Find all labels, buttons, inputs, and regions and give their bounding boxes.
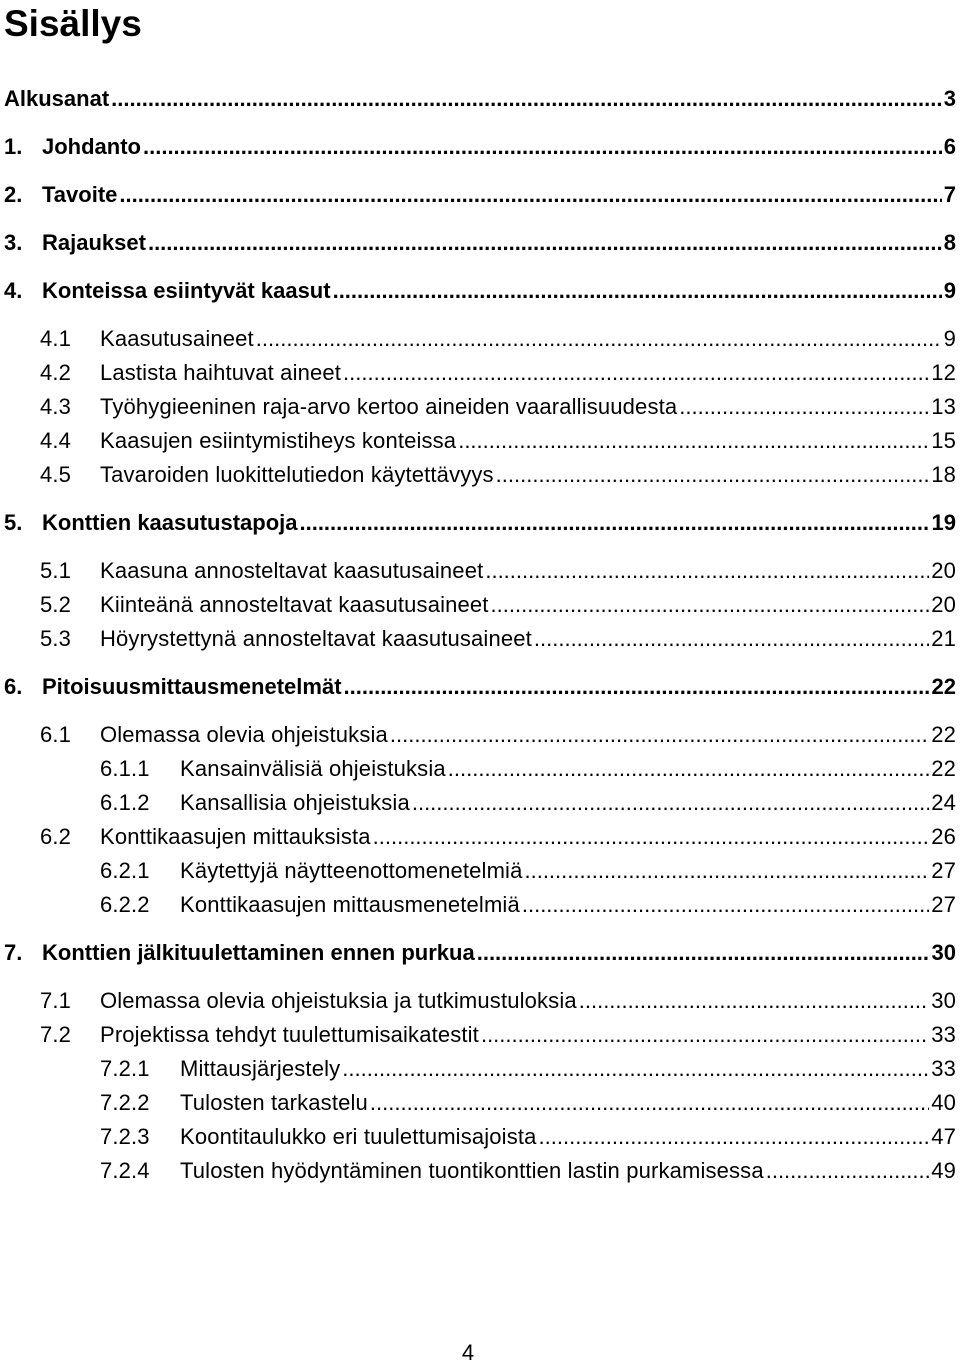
toc-dot-leader [481, 1022, 929, 1048]
toc-dot-leader [299, 510, 929, 536]
toc-entry[interactable] [100, 1090, 956, 1116]
toc-entry[interactable] [40, 326, 956, 352]
toc-dot-leader [342, 1056, 929, 1082]
toc-entry-page: 30 [931, 940, 956, 965]
toc-entry-number: 4.1 [40, 326, 72, 351]
toc-entry-title: Mittausjärjestely [180, 1056, 341, 1081]
toc-entry-title: Lastista haihtuvat aineet [100, 360, 342, 385]
toc-entry-page: 40 [931, 1090, 956, 1115]
toc-entry-number: 4. [4, 278, 23, 303]
toc-entry-number: 6. [4, 674, 23, 699]
toc-entry-title: Tavoite [42, 182, 118, 207]
toc-dot-leader [148, 230, 942, 256]
toc-entry-number: 6.1.2 [100, 790, 150, 815]
page-number: 4 [461, 1340, 475, 1365]
toc-entry[interactable] [40, 360, 956, 386]
toc-entry-page: 26 [931, 824, 956, 849]
toc-entry-number: 5.1 [40, 558, 72, 583]
toc-dot-leader [477, 940, 930, 966]
toc-entry-page: 19 [931, 510, 956, 535]
toc-entry-number: 7.2 [40, 1022, 72, 1047]
toc-dot-leader [539, 1124, 930, 1150]
toc-entry-page: 6 [943, 134, 956, 159]
toc-entry-number: 4.5 [40, 462, 72, 487]
toc-dot-leader [373, 824, 930, 850]
toc-entry-title: Kansainvälisiä ohjeistuksia [180, 756, 446, 781]
toc-entry-page: 22 [931, 722, 956, 747]
toc-dot-leader [579, 988, 929, 1014]
toc-entry-page: 7 [943, 182, 956, 207]
toc-entry[interactable] [40, 394, 956, 420]
toc-entry-title: Koontitaulukko eri tuulettumisajoista [180, 1124, 537, 1149]
toc-entry-page: 47 [931, 1124, 956, 1149]
toc-dot-leader [344, 674, 930, 700]
toc-entry-title: Tulosten tarkastelu [180, 1090, 368, 1115]
toc-entry-page: 22 [931, 756, 956, 781]
toc-entry-number: 7.2.1 [100, 1056, 150, 1081]
toc-dot-leader [534, 626, 929, 652]
toc-dot-leader [343, 360, 929, 386]
toc-entry-number: 7.2.3 [100, 1124, 150, 1149]
toc-entry-title: Pitoisuusmittausmenetelmät [42, 674, 342, 699]
toc-entry-title: Olemassa olevia ohjeistuksia [100, 722, 388, 747]
toc-entry-title: Olemassa olevia ohjeistuksia ja tutkimustuloksia [100, 988, 577, 1013]
toc-entry-page: 13 [931, 394, 956, 419]
toc-entry[interactable] [100, 756, 956, 782]
toc-entry[interactable] [4, 182, 956, 208]
toc-entry[interactable] [40, 558, 956, 584]
toc-entry-number: 6.2 [40, 824, 72, 849]
toc-entry[interactable] [100, 892, 956, 918]
toc-entry-number: 6.2.2 [100, 892, 150, 917]
toc-entry-title: Rajaukset [42, 230, 146, 255]
toc-entry-number: 5.2 [40, 592, 72, 617]
toc-entry-title: Alkusanat [4, 86, 110, 111]
toc-dot-leader [766, 1158, 930, 1184]
toc-entry-title: Tulosten hyödyntäminen tuontikonttien lastin purkamisessa [180, 1158, 764, 1183]
toc-entry-title: Konttikaasujen mittausmenetelmiä [180, 892, 520, 917]
toc-entry[interactable] [40, 626, 956, 652]
toc-entry-page: 8 [943, 230, 956, 255]
toc-entry[interactable] [4, 134, 956, 160]
toc-dot-leader [679, 394, 929, 420]
toc-entry-title: Kaasuna annosteltavat kaasutusaineet [100, 558, 484, 583]
toc-entry[interactable] [4, 940, 956, 966]
toc-entry[interactable] [40, 462, 956, 488]
toc-entry[interactable] [4, 674, 956, 700]
toc-entry-title: Johdanto [42, 134, 141, 159]
toc-entry[interactable] [40, 824, 956, 850]
toc-entry-number: 3. [4, 230, 23, 255]
toc-dot-leader [333, 278, 942, 304]
toc-dot-leader [256, 326, 942, 352]
toc-entry[interactable] [100, 1056, 956, 1082]
toc-entry-page: 27 [931, 858, 956, 883]
toc-entry-page: 27 [931, 892, 956, 917]
toc-entry-title: Kaasutusaineet [100, 326, 254, 351]
toc-dot-leader [119, 182, 941, 208]
toc-dot-leader [370, 1090, 929, 1116]
toc-entry-page: 20 [931, 592, 956, 617]
toc-entry-title: Kansallisia ohjeistuksia [180, 790, 410, 815]
toc-dot-leader [485, 558, 929, 584]
toc-entry-number: 4.2 [40, 360, 72, 385]
toc-entry[interactable] [40, 988, 956, 1014]
toc-dot-leader [458, 428, 929, 454]
toc-entry-page: 33 [931, 1056, 956, 1081]
toc-entry-page: 9 [943, 278, 956, 303]
toc-entry-number: 4.3 [40, 394, 72, 419]
toc-dot-leader [448, 756, 929, 782]
toc-entry-number: 6.2.1 [100, 858, 150, 883]
toc-entry-number: 7.2.4 [100, 1158, 150, 1183]
toc-entry[interactable] [100, 790, 956, 816]
toc-entry[interactable] [40, 1022, 956, 1048]
toc-entry-number: 2. [4, 182, 23, 207]
toc-entry-page: 24 [931, 790, 956, 815]
toc-entry-number: 5. [4, 510, 23, 535]
toc-entry-page: 30 [931, 988, 956, 1013]
toc-dot-leader [412, 790, 929, 816]
toc-entry-page: 9 [943, 326, 956, 351]
toc-entry-number: 7.1 [40, 988, 72, 1013]
toc-entry-title: Kaasujen esiintymistiheys konteissa [100, 428, 457, 453]
toc-entry-title: Tavaroiden luokittelutiedon käytettävyys [100, 462, 494, 487]
toc-entry-page: 20 [931, 558, 956, 583]
toc-entry-number: 1. [4, 134, 23, 159]
toc-entry-page: 49 [931, 1158, 956, 1183]
toc-entry-title: Konttikaasujen mittauksista [100, 824, 371, 849]
toc-entry-title: Käytettyjä näytteenottomenetelmiä [180, 858, 523, 883]
toc-entry-title: Projektissa tehdyt tuulettumisaikatestit [100, 1022, 479, 1047]
toc-entry-title: Konttien jälkituulettaminen ennen purkua [42, 940, 475, 965]
toc-entry[interactable] [4, 510, 956, 536]
toc-entry-title: Konteissa esiintyvät kaasut [42, 278, 331, 303]
toc-entry-page: 18 [931, 462, 956, 487]
toc-entry-title: Konttien kaasutustapoja [42, 510, 298, 535]
toc-entry[interactable] [4, 86, 956, 112]
toc-dot-leader [390, 722, 929, 748]
page-title: Sisällys [4, 3, 142, 44]
toc-entry-page: 33 [931, 1022, 956, 1047]
toc-entry-number: 6.1.1 [100, 756, 150, 781]
toc-entry[interactable] [100, 1124, 956, 1150]
toc-entry[interactable] [40, 428, 956, 454]
toc-entry-number: 7. [4, 940, 23, 965]
toc-entry[interactable] [100, 858, 956, 884]
toc-dot-leader [524, 858, 929, 884]
toc-entry-title: Työhygieeninen raja-arvo kertoo aineiden vaarallisuudesta [100, 394, 678, 419]
toc-entry[interactable] [4, 278, 956, 304]
toc-entry[interactable] [40, 722, 956, 748]
toc-dot-leader [111, 86, 942, 112]
toc-entry[interactable] [100, 1158, 956, 1184]
toc-dot-leader [522, 892, 929, 918]
toc-dot-leader [491, 592, 930, 618]
toc-entry-number: 6.1 [40, 722, 72, 747]
toc-entry[interactable] [40, 592, 956, 618]
toc-entry-page: 21 [931, 626, 956, 651]
toc-entry-title: Höyrystettynä annosteltavat kaasutusaineet [100, 626, 532, 651]
toc-entry-page: 3 [943, 86, 956, 111]
toc-dot-leader [496, 462, 930, 488]
toc-entry-page: 15 [931, 428, 956, 453]
toc-entry-page: 12 [931, 360, 956, 385]
toc-entry[interactable] [4, 230, 956, 256]
toc-entry-number: 7.2.2 [100, 1090, 150, 1115]
toc-entry-page: 22 [931, 674, 956, 699]
toc-entry-number: 5.3 [40, 626, 72, 651]
toc-dot-leader [143, 134, 942, 160]
toc-entry-title: Kiinteänä annosteltavat kaasutusaineet [100, 592, 489, 617]
toc-entry-number: 4.4 [40, 428, 72, 453]
